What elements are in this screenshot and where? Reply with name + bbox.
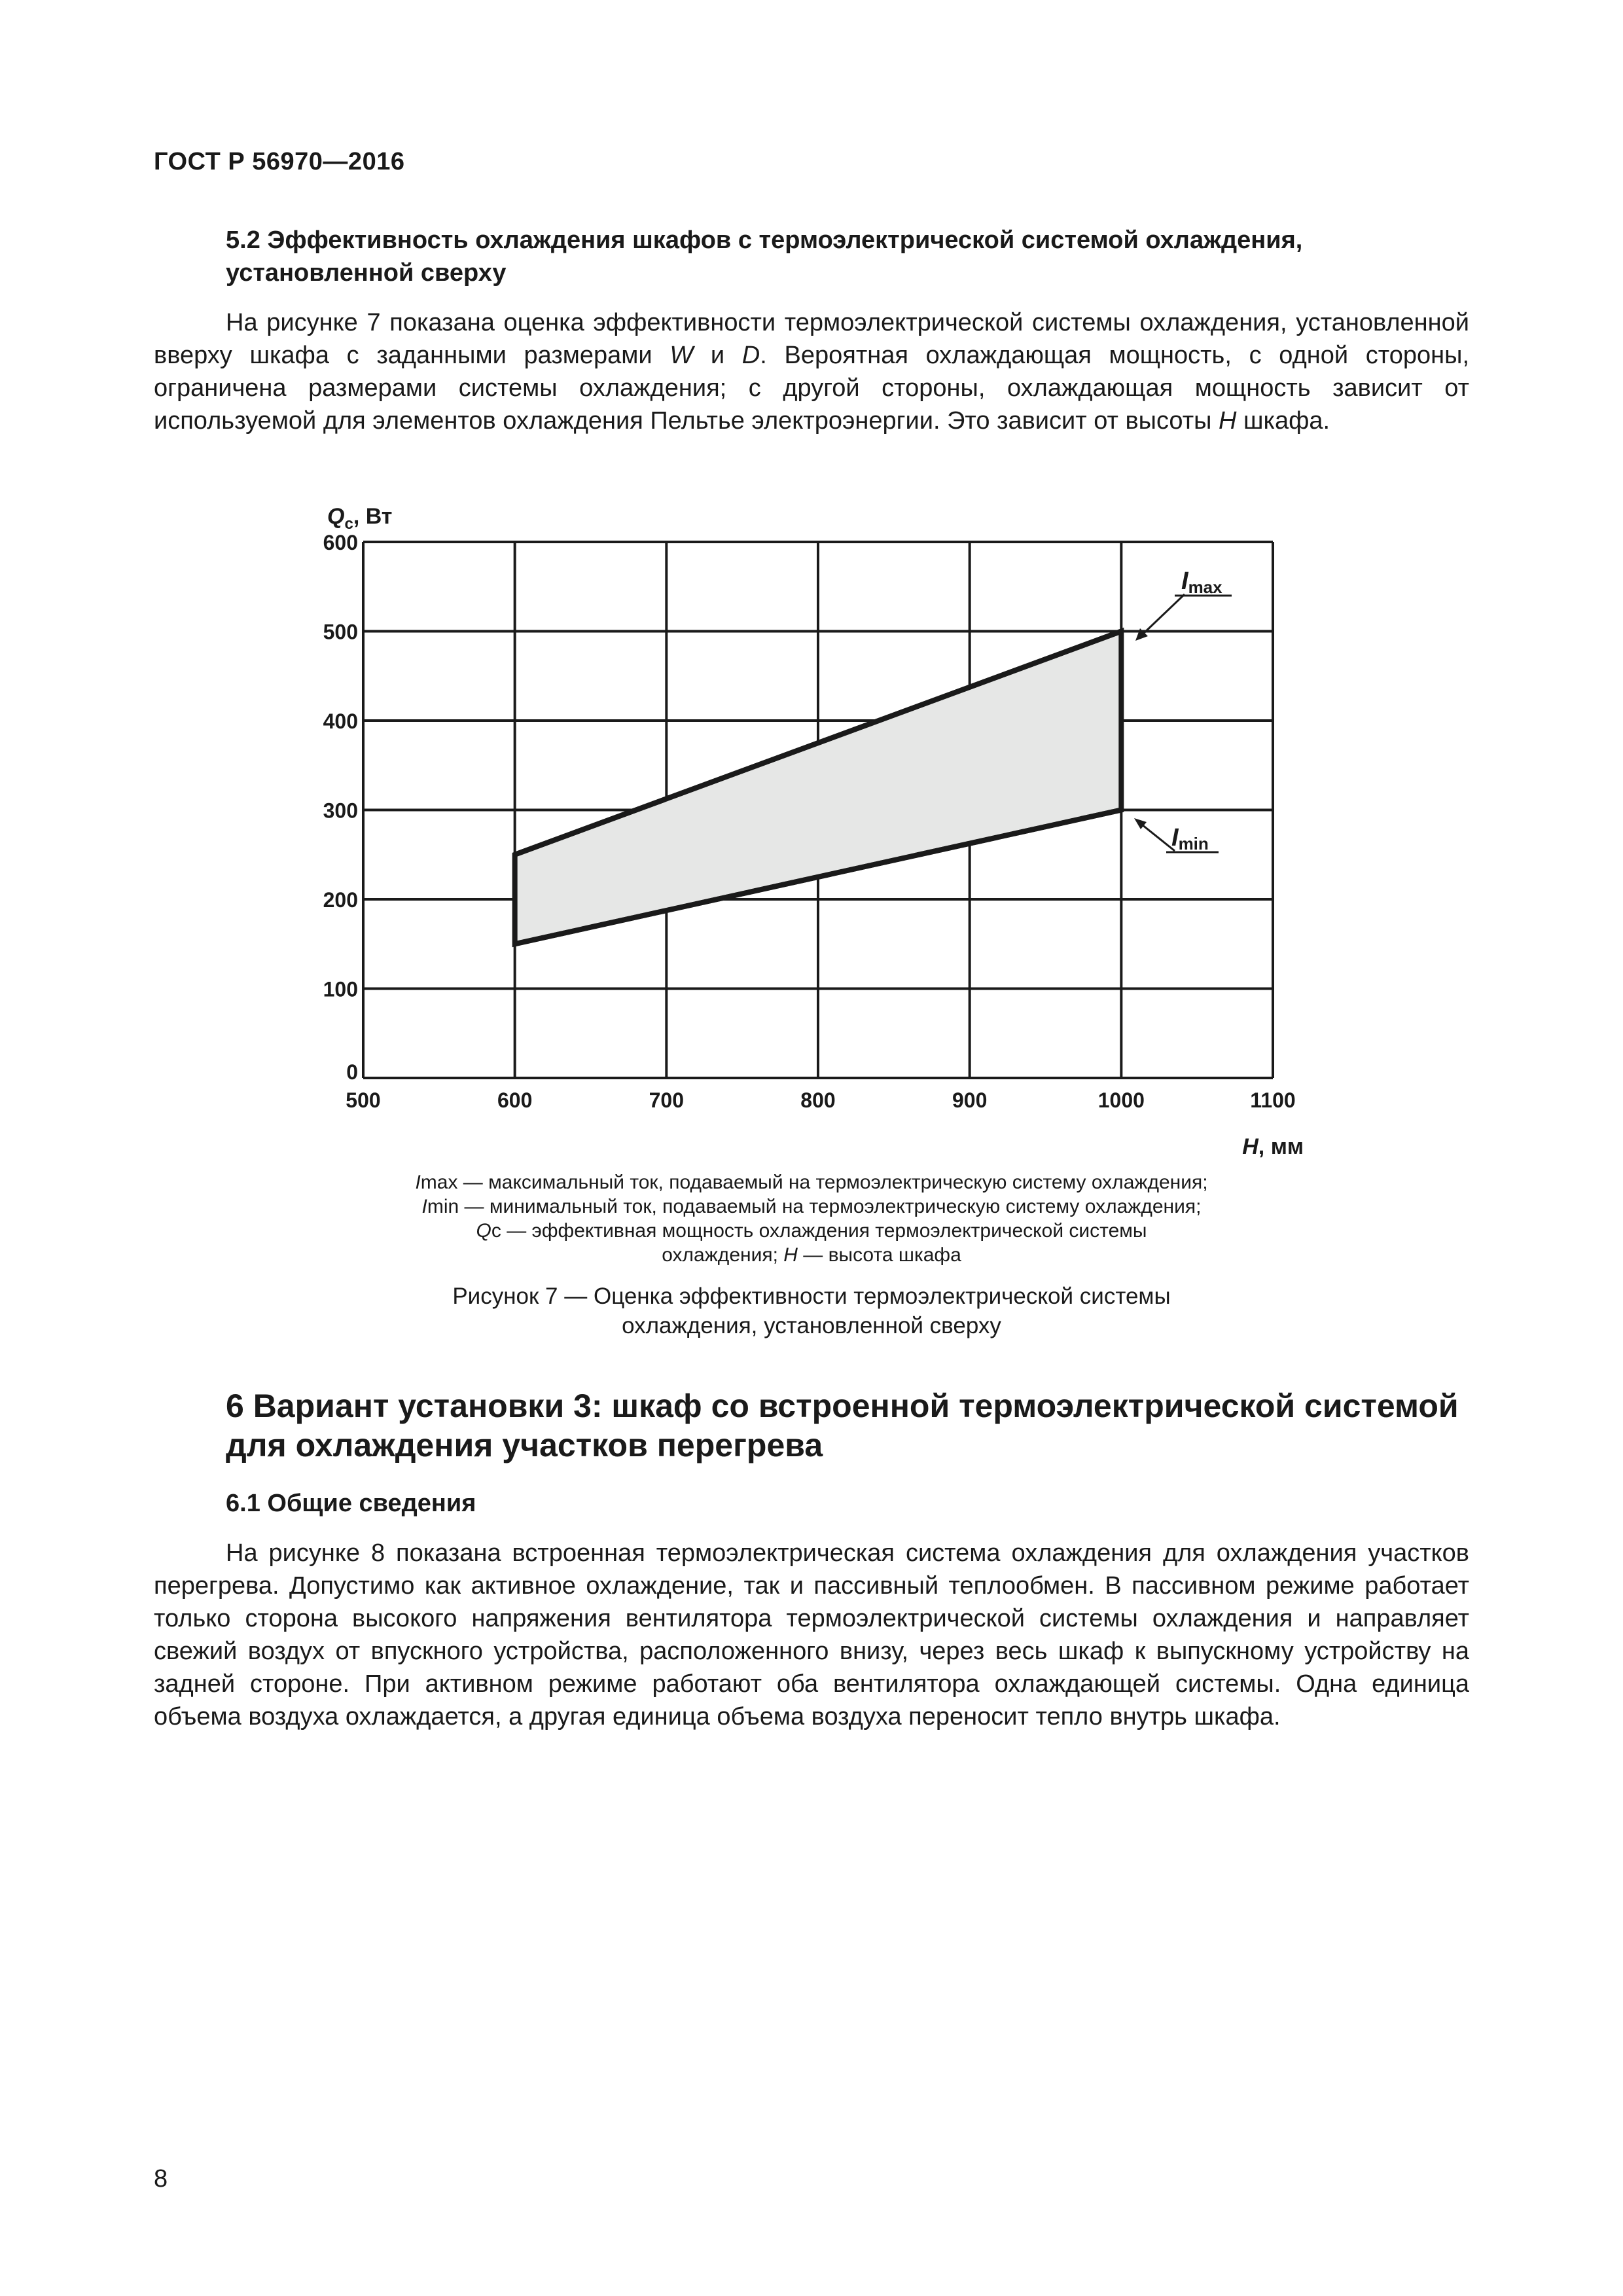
y-axis-title: $Q_c$, Вт <box>327 504 393 533</box>
section-5-2-heading-line2: установленной сверху <box>226 259 507 287</box>
x-tick-label-600: 600 <box>497 1088 533 1112</box>
x-tick-label-1000: 1000 <box>1097 1088 1145 1112</box>
legend-text: min — минимальный ток, подаваемый на термоэлектрическую систему охлаждения; <box>427 1196 1202 1217</box>
y-tick-label-400: 400 <box>323 709 358 733</box>
section-5-2-heading-line1: 5.2 Эффективность охлаждения шкафов с термоэлектрической системой охлаждения, <box>226 226 1303 254</box>
paragraph-text: На рисунке 7 показана оценка эффективности термоэлектрической системы охлаждения, установленной вверху шкафа с заданными размерами <box>154 309 1469 369</box>
imin-label: Imin <box>1171 824 1209 853</box>
section-6-heading <box>226 1386 1502 1465</box>
caption-line2: охлаждения, установленной сверху <box>622 1313 1001 1338</box>
x-tick-label-800: 800 <box>800 1088 836 1112</box>
y-tick-label-200: 200 <box>323 888 358 912</box>
y-tick-label-300: 300 <box>323 798 358 823</box>
legend-var: I <box>421 1196 427 1217</box>
imax-label: Imax <box>1181 567 1222 597</box>
legend-text: охлаждения; <box>662 1244 784 1266</box>
legend-var: Q <box>476 1220 491 1242</box>
imin-annotation <box>1134 818 1219 853</box>
y-tick-label-100: 100 <box>323 977 358 1001</box>
x-tick-label-1100: 1100 <box>1250 1088 1296 1112</box>
figure-7-legend <box>157 1170 1466 1267</box>
legend-text: — высота шкафа <box>797 1244 961 1266</box>
legend-var: I <box>415 1172 421 1193</box>
figure-7-caption <box>157 1282 1466 1340</box>
legend-line-qc <box>157 1219 1466 1243</box>
legend-line-imax <box>157 1170 1466 1194</box>
imax-annotation <box>1135 567 1232 641</box>
y-tick-label-600: 600 <box>323 531 358 554</box>
legend-text: max — максимальный ток, подаваемый на термоэлектрическую систему охлаждения; <box>420 1172 1208 1193</box>
x-tick-label-500: 500 <box>346 1088 381 1112</box>
legend-var: H <box>783 1244 798 1266</box>
var-h: H <box>1219 407 1237 435</box>
var-d: D <box>741 342 760 369</box>
var-w: W <box>669 342 694 369</box>
imax-leader-line <box>1142 594 1185 635</box>
x-tick-label-900: 900 <box>952 1088 988 1112</box>
section-6-1-heading: 6.1 Общие сведения <box>226 1490 476 1517</box>
caption-line1: Рисунок 7 — Оценка эффективности термоэлектрической системы <box>452 1283 1171 1309</box>
section-6-heading-line2: для охлаждения участков перегрева <box>226 1427 823 1463</box>
section-6-heading-line1: 6 Вариант установки 3: шкаф со встроенной термоэлектрической системой <box>226 1388 1459 1424</box>
paragraph-text: шкафа. <box>1236 407 1330 435</box>
page-number: 8 <box>154 2165 168 2193</box>
y-tick-label-0: 0 <box>346 1060 358 1084</box>
imin-leader-line <box>1139 822 1175 851</box>
legend-text: c — эффективная мощность охлаждения термоэлектрической системы <box>491 1220 1147 1242</box>
x-tick-label-700: 700 <box>649 1088 685 1112</box>
legend-line-imin <box>157 1194 1466 1219</box>
section-6-1-paragraph: На рисунке 8 показана встроенная термоэлектрическая система охлаждения для охлаждения участков перегрева. Допустимо как активное охлаждение, так и пассивный теплообмен. В пассивном режиме работает только сторона высокого напряжения вентилятора термоэлектрической системы охлаждения и направляет свежий воздух от впускного устройства, расположенного внизу, через весь шкаф к выпускному устройству на задней стороне. При активном режиме работают оба вентилятора охлаждающей системы. Одна единица объема воздуха охлаждается, а другая единица объема воздуха переносит тепло внутрь шкафа. <box>154 1539 1469 1731</box>
x-axis-title: H, мм <box>1242 1134 1304 1159</box>
paragraph-text: и <box>693 342 742 369</box>
standard-header: ГОСТ Р 56970—2016 <box>154 148 405 175</box>
y-tick-label-500: 500 <box>323 620 358 644</box>
paragraph-text: . Вероятная охлаждающая мощность, с одной стороны, ограничена размерами системы охлаждения; с другой стороны, охлаждающая мощность зависит от используемой для элементов охлаждения Пельтье электроэнергии. Это зависит от высоты <box>154 342 1469 435</box>
legend-line-h <box>157 1243 1466 1267</box>
